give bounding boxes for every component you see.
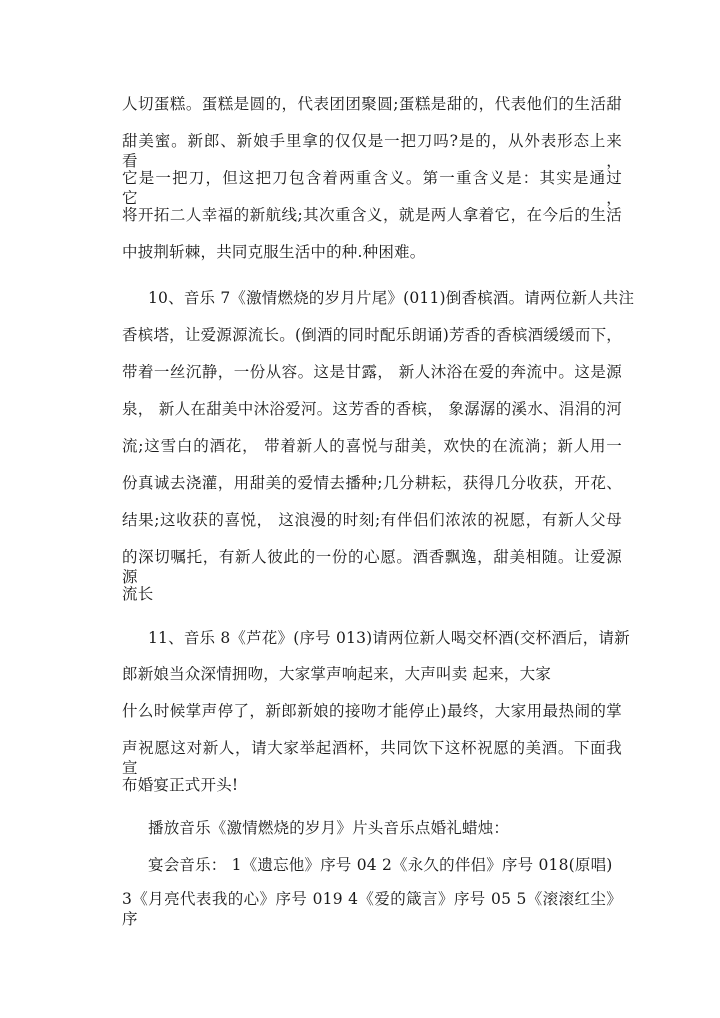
text-line: 将开拓二人幸福的新航线;其次重含义，就是两人拿着它，在今后的生活	[122, 206, 622, 224]
text-line: 中披荆斩棘，共同克服生活中的种.种困难。	[122, 243, 426, 261]
text-line: 流;这雪白的酒花， 带着新人的喜悦与甜美，欢快的在流淌；新人用一	[122, 437, 622, 455]
text-line: 甜美蜜。新郎、新娘手里拿的仅仅是一把刀吗?是的，从外表形态上来看，	[122, 132, 622, 170]
text-line: 带着一丝沉静，一份从容。这是甘露， 新人沐浴在爱的奔流中。这是源	[122, 363, 622, 381]
music-note-line: 播放音乐《激情燃烧的岁月》片头音乐点婚礼蜡烛：	[148, 819, 510, 837]
text-line: 香槟塔，让爱源源流长。(倒酒的同时配乐朗诵)芳香的香槟酒缓缓而下，	[122, 326, 622, 344]
text-line: 什么时候掌声停了，新郎新娘的接吻才能停止)最终，大家用最热闹的掌	[122, 702, 622, 720]
text-line: 的深切嘱托，有新人彼此的一份的心愿。酒香飘逸，甜美相随。让爱源源	[122, 548, 622, 586]
text-line: 泉， 新人在甜美中沐浴爱河。这芳香的香槟， 象潺潺的溪水、涓涓的河	[122, 400, 622, 418]
text-line: 结果;这收获的喜悦， 这浪漫的时刻;有伴侣们浓浓的祝愿，有新人父母	[122, 511, 622, 529]
text-line: 布婚宴正式开头!	[122, 776, 239, 794]
banquet-music-line: 宴会音乐： 1《遗忘他》序号 04 2《永久的伴侣》序号 018(原唱)	[148, 856, 613, 874]
text-line: 它是一把刀，但这把刀包含着两重含义。第一重含义是：其实是通过它，	[122, 169, 622, 207]
text-line: 人切蛋糕。蛋糕是圆的，代表团团聚圆;蛋糕是甜的，代表他们的生活甜	[122, 95, 622, 113]
text-line: 份真诚去浇灌，用甜美的爱情去播种;几分耕耘，获得几分收获，开花、	[122, 474, 622, 492]
text-line: 3《月亮代表我的心》序号 019 4《爱的箴言》序号 05 5《滚滚红尘》序	[122, 890, 622, 928]
text-line: 声祝愿这对新人，请大家举起酒杯，共同饮下这杯祝愿的美酒。下面我宣	[122, 739, 622, 777]
paragraph-11-start: 11、音乐 8《芦花》(序号 013)请两位新人喝交杯酒(交杯酒后，请新	[148, 629, 630, 647]
text-line: 流长	[122, 585, 154, 603]
text-line: 郎新娘当众深情拥吻，大家掌声响起来，大声叫卖 起来，大家	[122, 665, 552, 683]
paragraph-10-start: 10、音乐 7《激情燃烧的岁月片尾》(011)倒香槟酒。请两位新人共注	[148, 289, 635, 307]
